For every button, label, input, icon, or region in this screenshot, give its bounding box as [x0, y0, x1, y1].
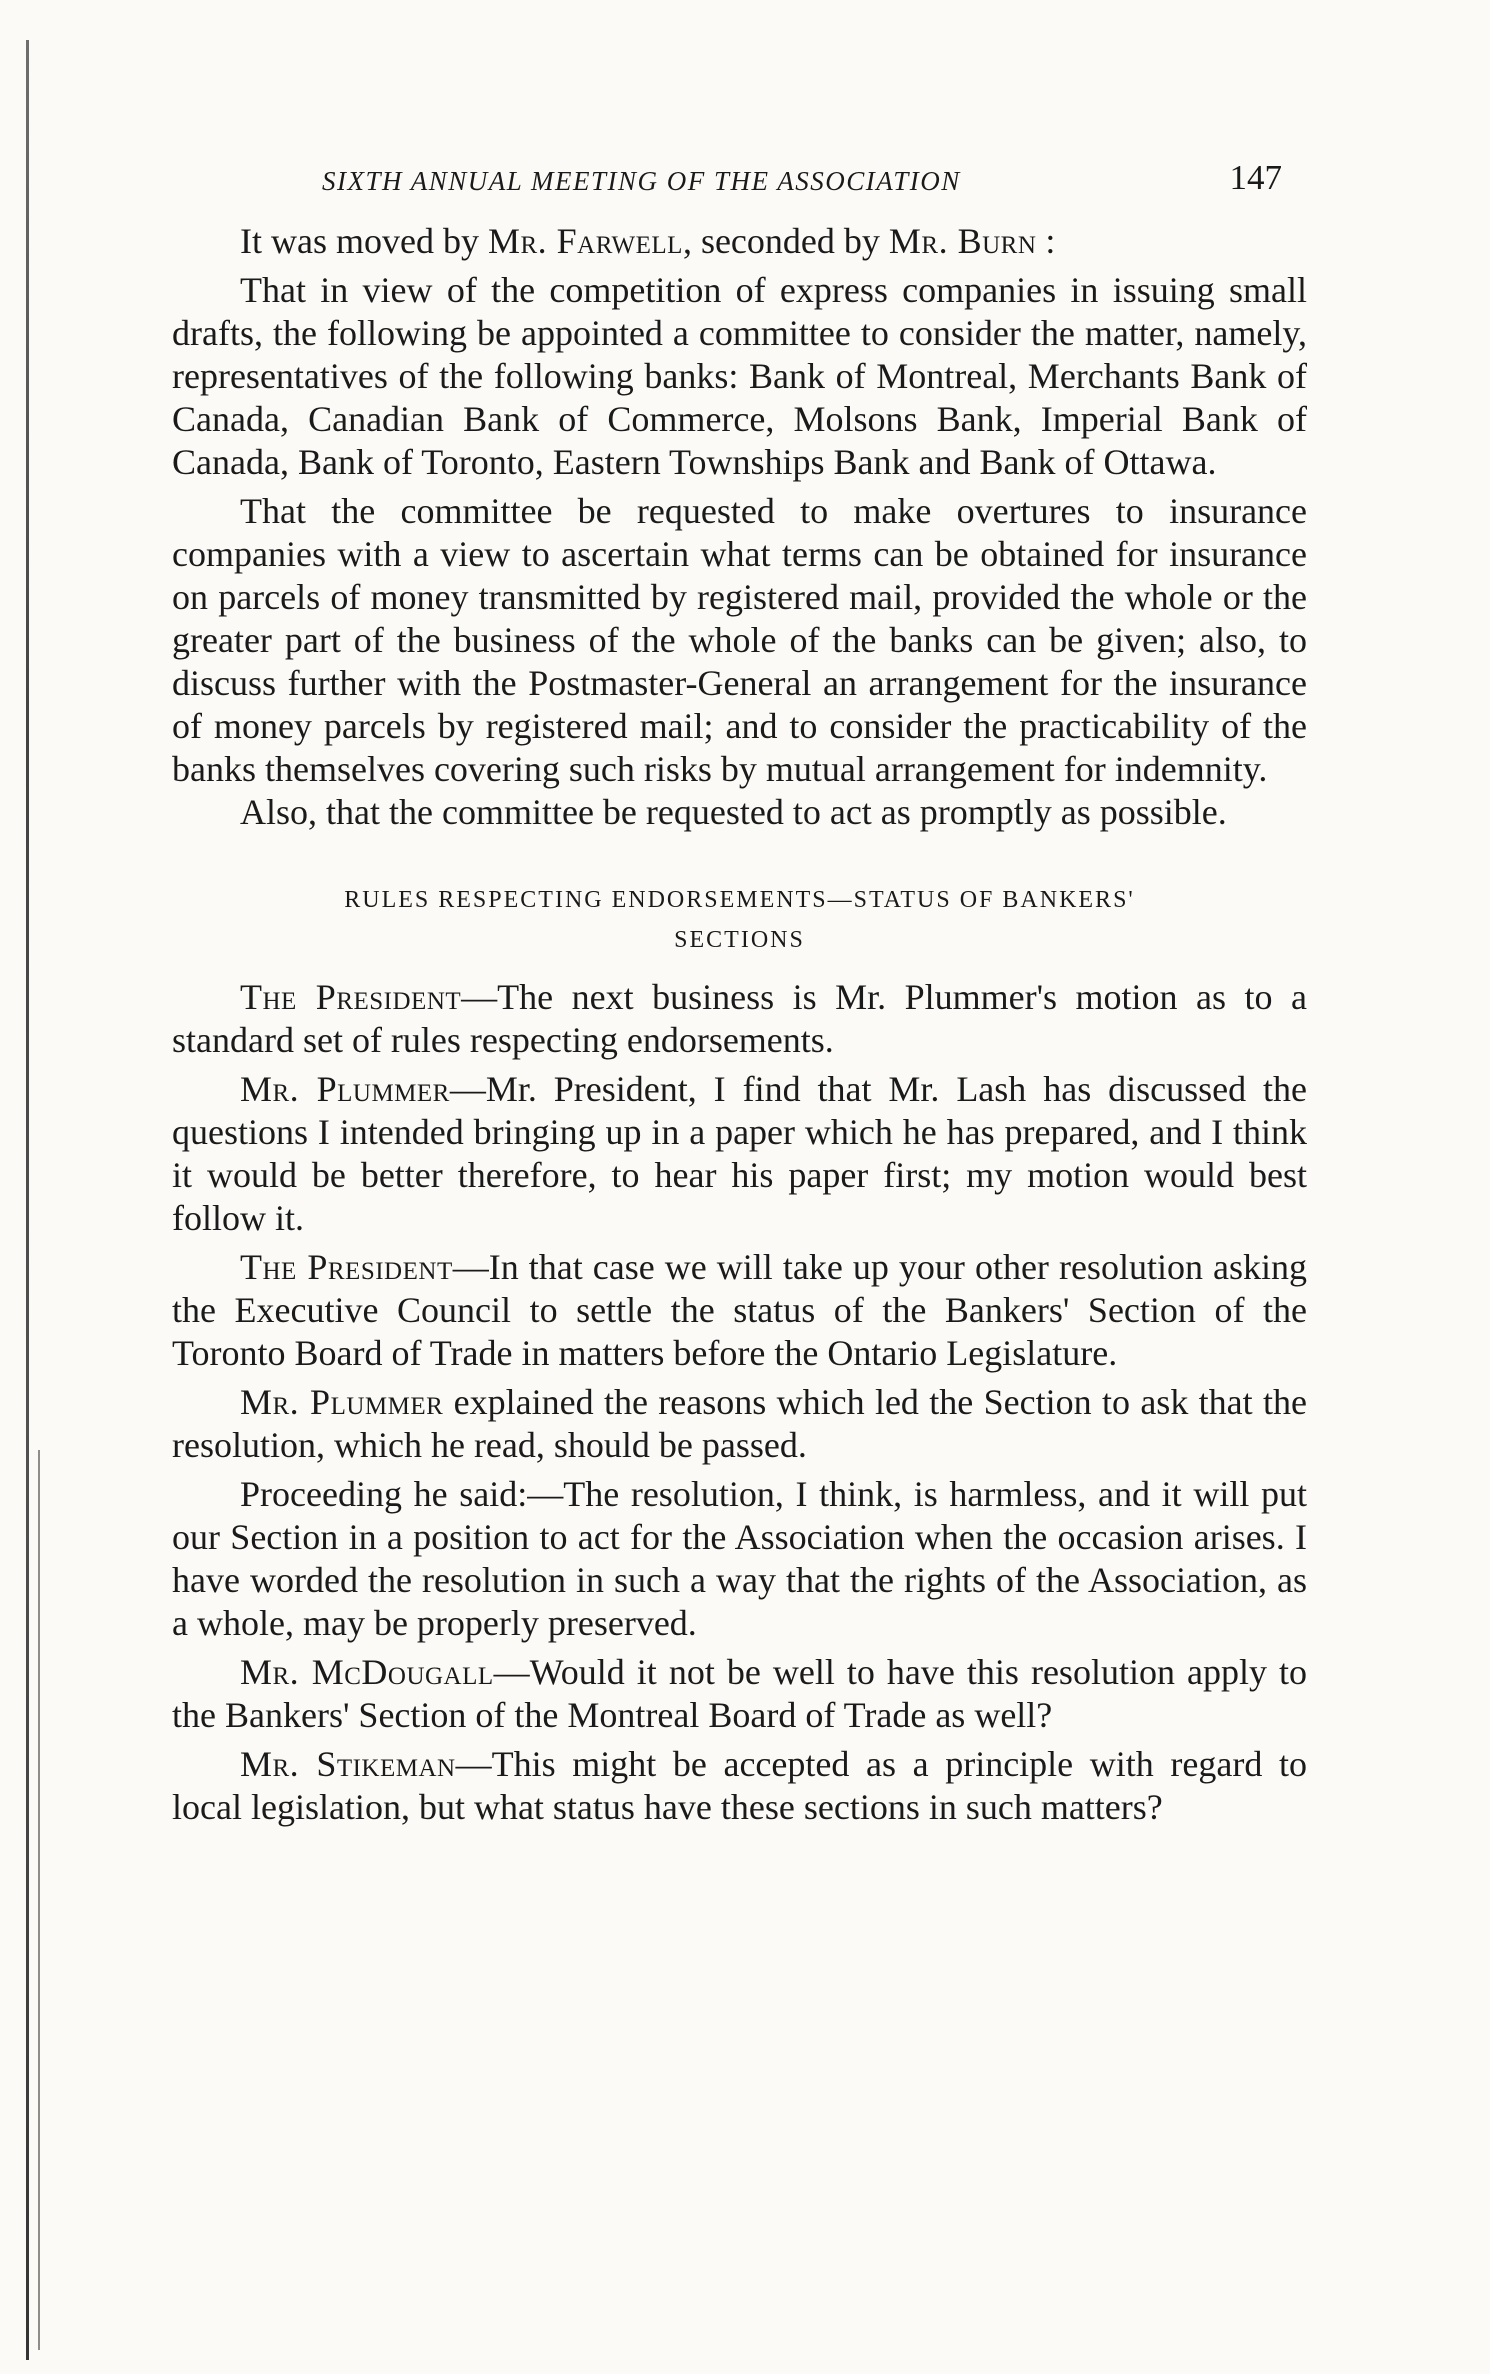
- speaker-name: Mr. Stikeman: [240, 1744, 456, 1784]
- speech-text: —This might be accepted as a principle with regard to local legislation, but what status have these sections in such matters?: [172, 1744, 1307, 1827]
- speaker-name: Mr. Plummer: [240, 1069, 450, 1109]
- speech-mcdougall: [172, 1651, 1307, 1737]
- speaker-name: The President: [240, 977, 462, 1017]
- speaker-name: Mr. McDougall: [240, 1652, 494, 1692]
- speech-text: —Mr. President, I find that Mr. Lash has discussed the questions I intended bringing up in a paper which he has prepared, and I think it would be better therefore, to hear his paper first; my motion would best follow it.: [172, 1069, 1308, 1238]
- speech-plummer-1: [172, 1068, 1307, 1240]
- section-heading-continued: SECTIONS: [674, 927, 805, 953]
- speech-president-2: [172, 1246, 1307, 1375]
- motion-intro-lead: It was moved by: [240, 221, 488, 261]
- speech-text: —In that case we will take up your other resolution asking the Executive Council to settle the status of the Bankers' Section of the Toronto Board of Trade in matters before the Ontario Legislature.: [172, 1247, 1307, 1373]
- running-title: SIXTH ANNUAL MEETING OF THE ASSOCIATION: [322, 166, 961, 196]
- paragraph-insurance-overtures: That the committee be requested to make overtures to insurance companies with a view to ascertain what terms can be obtained for insurance on parcels of money transmitted by registered mail, provided the whole or the greater part of the business of the whole of the banks can be given; also, to discuss further with the Postmaster-General an arrangement for the insurance of money parcels by registered mail; and to consider the practicability of the banks themselves covering such risks by mutual arrangement for indemnity.: [172, 491, 1307, 789]
- binding-edge-line-inner: [38, 1450, 40, 2350]
- binding-edge-line: [26, 40, 29, 2360]
- mover-name: Mr. Farwell: [487, 221, 683, 261]
- section-heading: RULES RESPECTING ENDORSEMENTS—STATUS OF BANKERS': [344, 887, 1135, 913]
- paragraph-proceeding: Proceeding he said:—The resolution, I think, is harmless, and it will put our Section in a position to act for the Association when the occasion arises. I have worded the resolution in such a way that the rights of the Association, as a whole, may be properly preserved.: [172, 1474, 1307, 1643]
- speech-stikeman: [172, 1743, 1307, 1829]
- page-content: [172, 140, 1307, 1829]
- page-number: 147: [1229, 158, 1282, 197]
- speaker-name: Mr. Plummer: [240, 1382, 444, 1422]
- running-head: [172, 140, 1307, 220]
- speech-text: explained the reasons which led the Section to ask that the resolution, which he read, should be passed.: [172, 1382, 1307, 1465]
- speech-president-1: [172, 976, 1307, 1062]
- speaker-name: The President: [240, 1247, 453, 1287]
- paragraph-act-promptly: Also, that the committee be requested to act as promptly as possible.: [240, 792, 1227, 832]
- motion-intro-tail: :: [1036, 221, 1056, 261]
- motion-intro-middle: , seconded by: [682, 221, 889, 261]
- paragraph-committee-appointment: That in view of the competition of express companies in issuing small drafts, the following be appointed a committee to consider the matter, namely, representatives of the following banks: Bank of Montreal, Merchants Bank of Canada, Canadian Bank of Commerce, Molsons Bank, Imperial Bank of Canada, Bank of Toronto, Eastern Townships Bank and Bank of Ottawa.: [172, 270, 1307, 482]
- speech-text: —Would it not be well to have this resolution apply to the Bankers' Section of the Montreal Board of Trade as well?: [172, 1652, 1307, 1735]
- speech-text: —The next business is Mr. Plummer's motion as to a standard set of rules respecting endorsements.: [172, 977, 1307, 1060]
- motion-intro: [172, 220, 1307, 263]
- speech-plummer-2: [172, 1381, 1307, 1467]
- seconder-name: Mr. Burn: [888, 221, 1037, 261]
